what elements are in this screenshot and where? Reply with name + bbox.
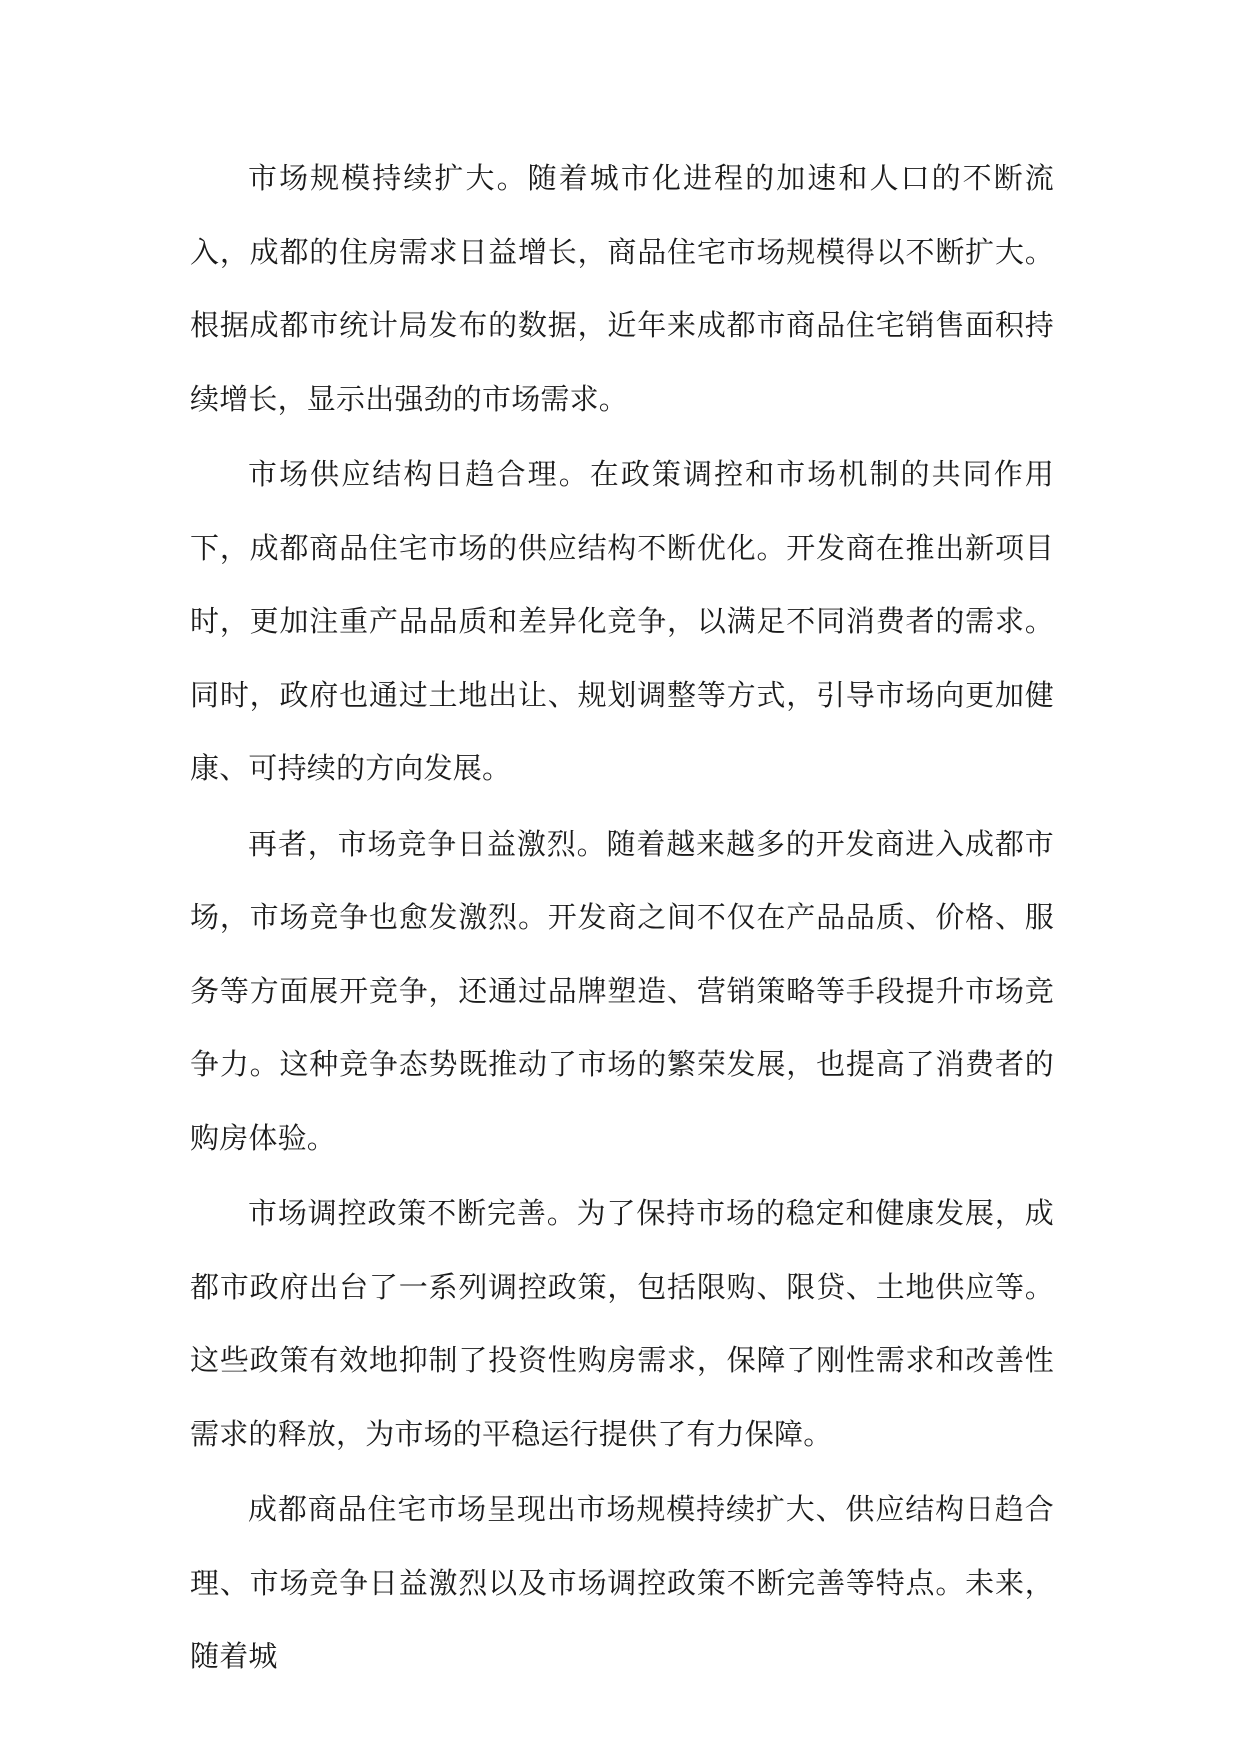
paragraph-summary: 成都商品住宅市场呈现出市场规模持续扩大、供应结构日趋合理、市场竞争日益激烈以及市场调控政策不断完善等特点。未来，随着城 (190, 1492, 1054, 1673)
document-page (190, 142, 1054, 1696)
paragraph-market-scale: 市场规模持续扩大。随着城市化进程的加速和人口的不断流入，成都的住房需求日益增长，商品住宅市场规模得以不断扩大。根据成都市统计局发布的数据，近年来成都市商品住宅销售面积持续增长，显示出强劲的市场需求。 (190, 161, 1054, 416)
paragraph-regulation-policy: 市场调控政策不断完善。为了保持市场的稳定和健康发展，成都市政府出台了一系列调控政策，包括限购、限贷、土地供应等。这些政策有效地抑制了投资性购房需求，保障了刚性需求和改善性需求的释放，为市场的平稳运行提供了有力保障。 (190, 1196, 1054, 1451)
paragraph-supply-structure: 市场供应结构日趋合理。在政策调控和市场机制的共同作用下，成都商品住宅市场的供应结构不断优化。开发商在推出新项目时，更加注重产品品质和差异化竞争，以满足不同消费者的需求。同时，政府也通过土地出让、规划调整等方式，引导市场向更加健康、可持续的方向发展。 (190, 457, 1054, 785)
paragraph-competition: 再者，市场竞争日益激烈。随着越来越多的开发商进入成都市场，市场竞争也愈发激烈。开发商之间不仅在产品品质、价格、服务等方面展开竞争，还通过品牌塑造、营销策略等手段提升市场竞争力。这种竞争态势既推动了市场的繁荣发展，也提高了消费者的购房体验。 (190, 826, 1054, 1155)
